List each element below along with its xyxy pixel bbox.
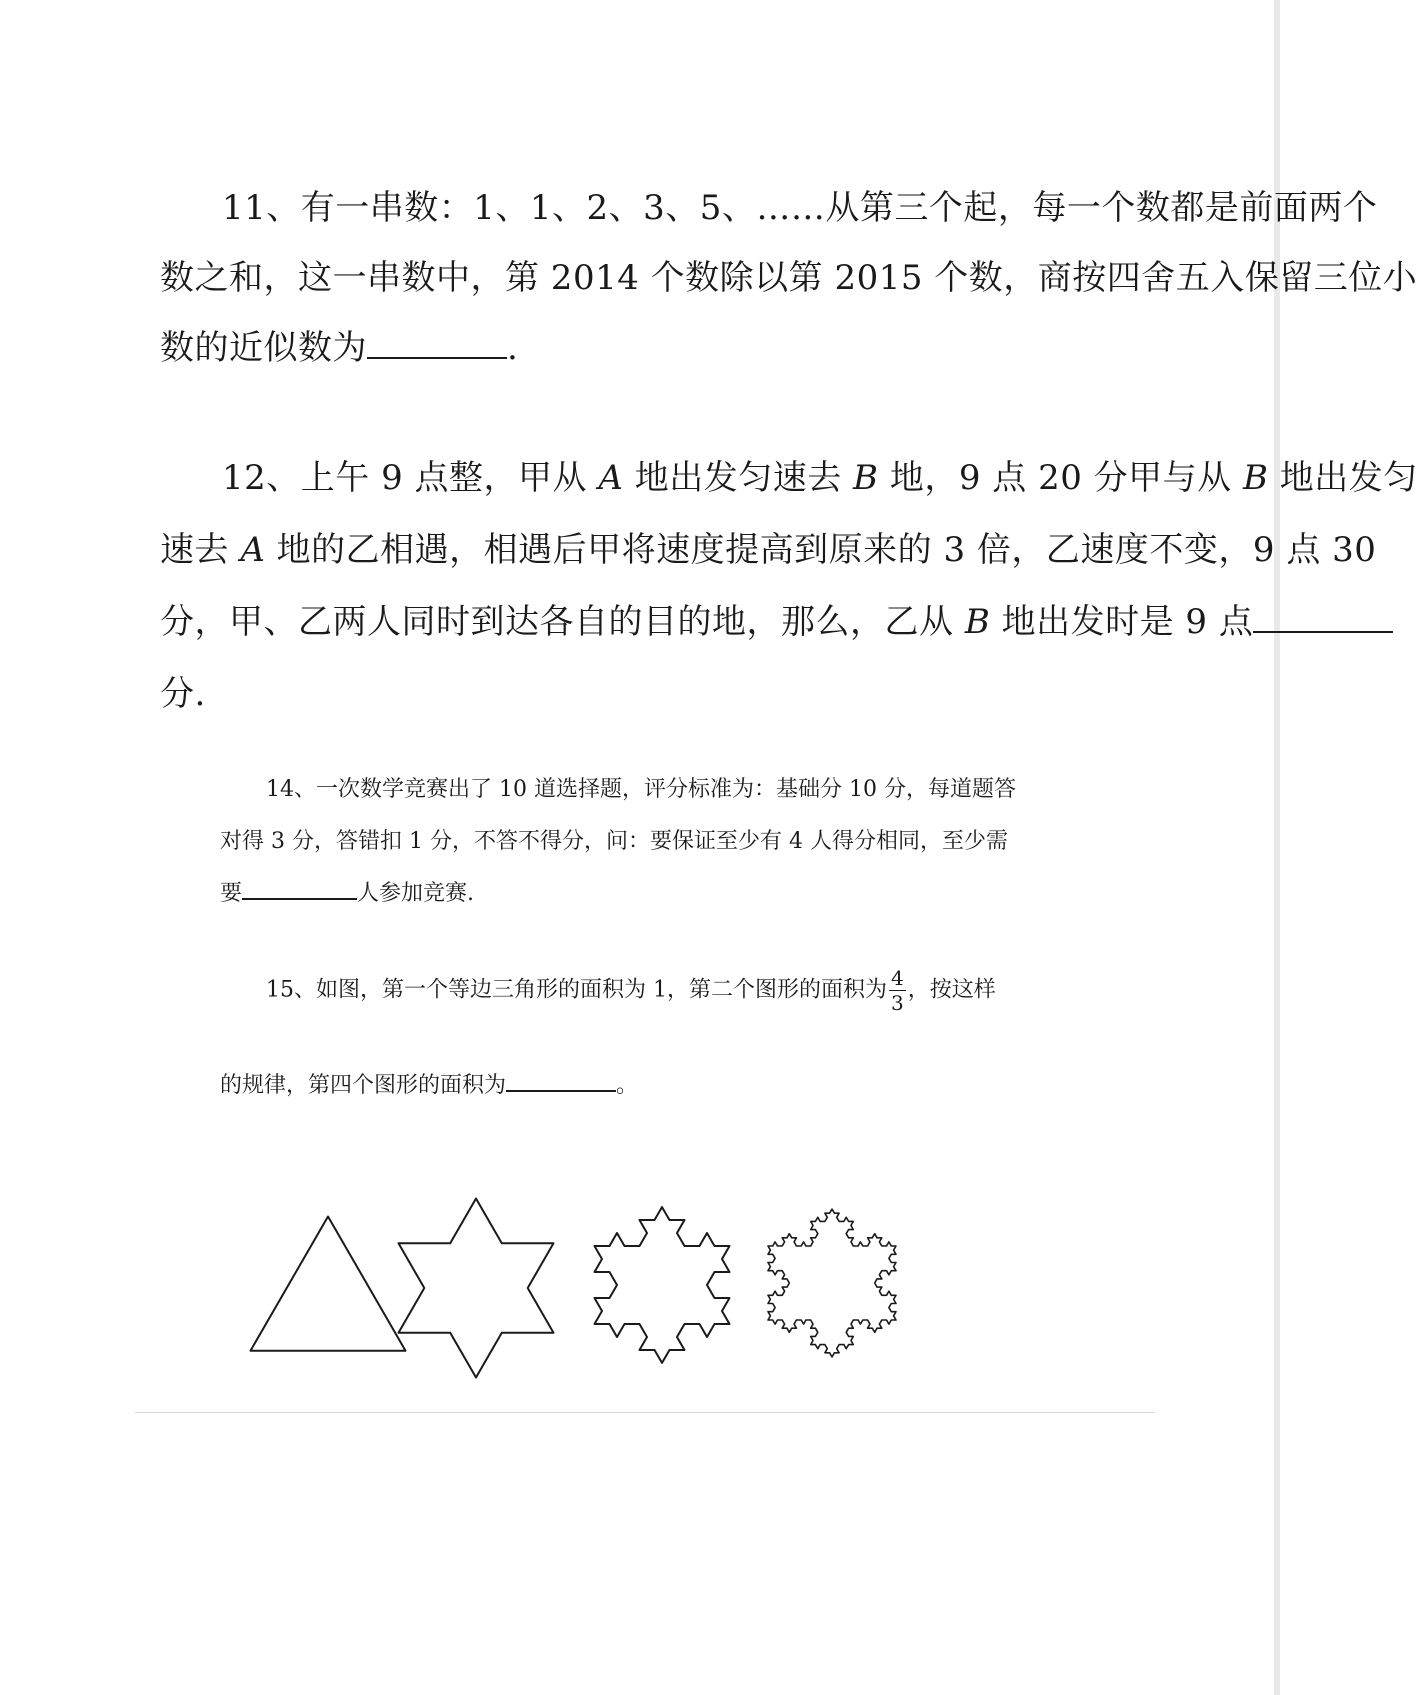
q12-line4: 分. bbox=[160, 674, 206, 714]
q14-line3-a: 要 bbox=[220, 881, 243, 906]
question-12 bbox=[160, 450, 1418, 730]
q12-answer-blank[interactable] bbox=[1253, 600, 1393, 633]
q12-line2 bbox=[160, 522, 1376, 571]
q11-line3 bbox=[160, 320, 518, 369]
q12-line1 bbox=[160, 450, 1418, 499]
q12-line3-b: 地出发时是 9 点 bbox=[990, 602, 1254, 642]
q15-frac-numerator: 4 bbox=[891, 966, 904, 990]
q14-line2: 对得 3 分，答错扣 1 分，不答不得分，问：要保证至少有 4 人得分相同，至少需 bbox=[220, 829, 1008, 854]
q14-line3 bbox=[220, 876, 474, 907]
q14-line3-b: 人参加竞赛. bbox=[357, 881, 475, 906]
q15-fraction bbox=[889, 968, 906, 1013]
q12-var-b-3: B bbox=[964, 602, 991, 642]
q12-var-a: A bbox=[598, 458, 624, 498]
q11-line3-end: . bbox=[507, 328, 519, 368]
bottom-rule bbox=[135, 1412, 1155, 1413]
q11-line2: 数之和，这一串数中，第 2014 个数除以第 2015 个数，商按四舍五入保留三位小 bbox=[160, 258, 1418, 298]
koch-figures bbox=[250, 1150, 1050, 1410]
q12-var-b: B bbox=[853, 458, 879, 498]
figure-snowflake-2 bbox=[595, 1207, 730, 1363]
q12-line2-b: 地的乙相遇，相遇后甲将速度提高到原来的 3 倍，乙速度不变，9 点 30 bbox=[265, 530, 1377, 570]
q12-var-a-2: A bbox=[240, 530, 266, 570]
question-15 bbox=[220, 968, 1020, 1108]
q15-answer-blank[interactable] bbox=[506, 1070, 616, 1092]
q11-answer-blank[interactable] bbox=[367, 326, 507, 359]
q15-line2-b: 。 bbox=[616, 1073, 639, 1098]
q15-line1-a: 15、如图，第一个等边三角形的面积为 1，第二个图形的面积为 bbox=[266, 977, 887, 1003]
q14-answer-blank[interactable] bbox=[242, 878, 357, 900]
q12-line1-d: 地出发匀 bbox=[1268, 458, 1418, 498]
q11-line1: 11、有一串数：1、1、2、3、5、……从第三个起，每一个数都是前面两个 bbox=[222, 188, 1378, 228]
q12-line3 bbox=[160, 594, 1393, 643]
figure-triangle bbox=[251, 1217, 406, 1351]
q15-line2 bbox=[220, 1068, 638, 1099]
q12-line1-b: 地出发匀速去 bbox=[623, 458, 854, 498]
q12-var-b-2: B bbox=[1242, 458, 1269, 498]
q12-line1-c: 地，9 点 20 分甲与从 bbox=[878, 458, 1243, 498]
q12-line3-a: 分，甲、乙两人同时到达各自的目的地，那么，乙从 bbox=[160, 602, 965, 642]
q15-line1-b: ，按这样 bbox=[907, 977, 996, 1003]
q12-line1-a: 12、上午 9 点整，甲从 bbox=[222, 458, 599, 498]
figure-star bbox=[399, 1199, 554, 1378]
q14-line1: 14、一次数学竞赛出了 10 道选择题，评分标准为：基础分 10 分，每道题答 bbox=[266, 777, 1016, 802]
q12-line2-a: 速去 bbox=[160, 530, 241, 570]
q11-line3-text: 数的近似数为 bbox=[160, 328, 367, 368]
question-11 bbox=[160, 180, 1418, 380]
q15-line1 bbox=[220, 968, 996, 1013]
q15-line2-a: 的规律，第四个图形的面积为 bbox=[220, 1073, 507, 1098]
question-14 bbox=[220, 772, 1020, 922]
figure-snowflake-3 bbox=[768, 1209, 896, 1357]
q15-frac-denominator: 3 bbox=[891, 991, 904, 1015]
